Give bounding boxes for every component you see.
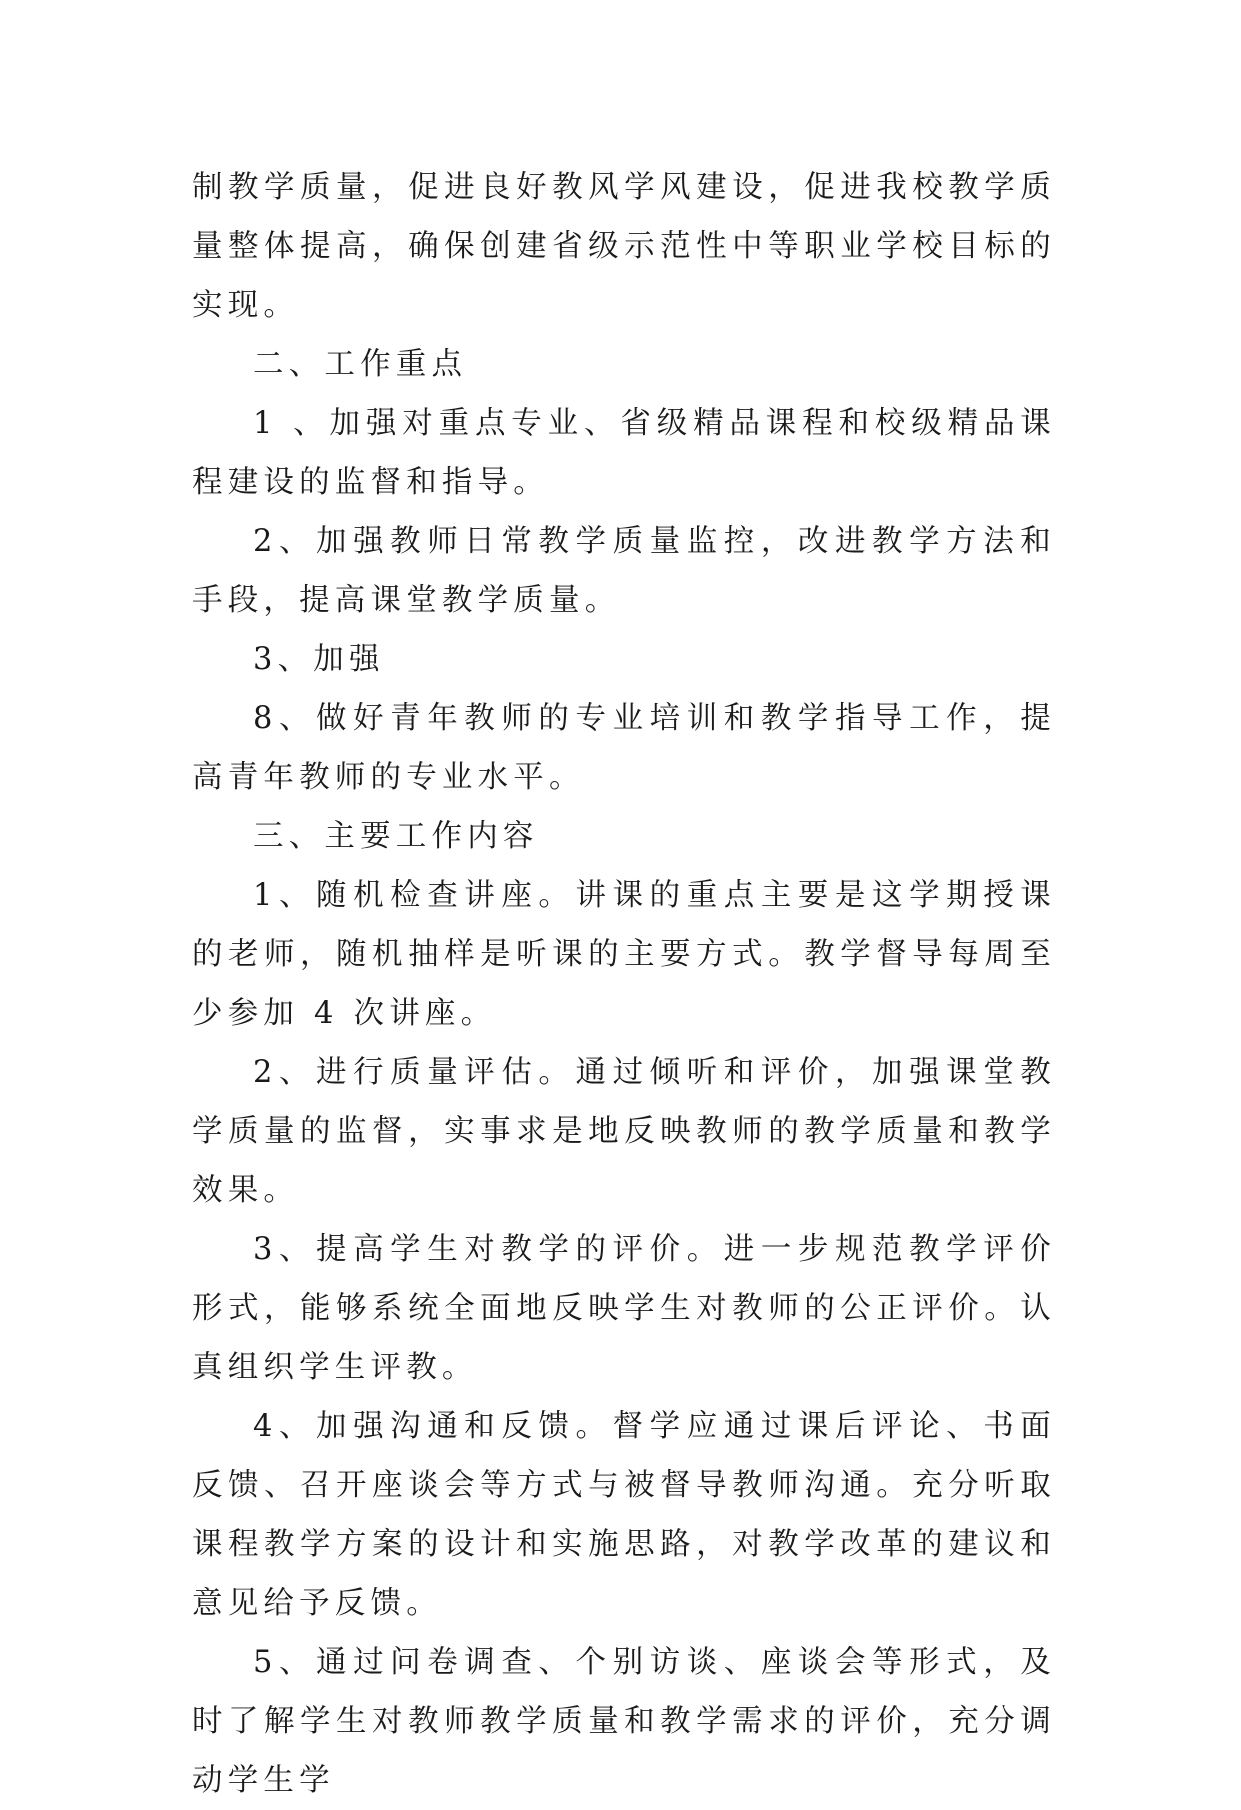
paragraph-focus-3: 3、加强 xyxy=(253,642,385,677)
paragraph-content-4: 4、加强沟通和反馈。督学应通过课后评论、书面反馈、召开座谈会等方式与被督导教师沟通。充分听取课程教学方案的设计和实施思路，对教学改革的建议和意见给予反馈。 xyxy=(192,1409,1056,1621)
paragraph-continuation: 制教学质量，促进良好教风学风建设，促进我校教学质量整体提高，确保创建省级示范性中等职业学校目标的实现。 xyxy=(192,170,1056,323)
section-heading-main-content: 三、主要工作内容 xyxy=(253,819,539,854)
paragraph-content-3: 3、提高学生对教学的评价。进一步规范教学评价形式，能够系统全面地反映学生对教师的公正评价。认真组织学生评教。 xyxy=(192,1232,1056,1385)
paragraph-focus-1: 1 、加强对重点专业、省级精品课程和校级精品课程建设的监督和指导。 xyxy=(192,406,1056,500)
paragraph-focus-8: 8、做好青年教师的专业培训和教学指导工作，提高青年教师的专业水平。 xyxy=(192,701,1056,795)
document-page xyxy=(192,158,1056,1810)
paragraph-focus-2: 2、加强教师日常教学质量监控，改进教学方法和手段，提高课堂教学质量。 xyxy=(192,524,1056,618)
section-heading-work-focus: 二、工作重点 xyxy=(253,347,468,382)
paragraph-content-2: 2、进行质量评估。通过倾听和评价，加强课堂教学质量的监督，实事求是地反映教师的教学质量和教学效果。 xyxy=(192,1055,1056,1208)
paragraph-content-5: 5、通过问卷调查、个别访谈、座谈会等形式，及时了解学生对教师教学质量和教学需求的评价，充分调动学生学 xyxy=(192,1645,1056,1798)
paragraph-content-1: 1、随机检查讲座。讲课的重点主要是这学期授课的老师，随机抽样是听课的主要方式。教学督导每周至少参加 4 次讲座。 xyxy=(192,878,1056,1031)
